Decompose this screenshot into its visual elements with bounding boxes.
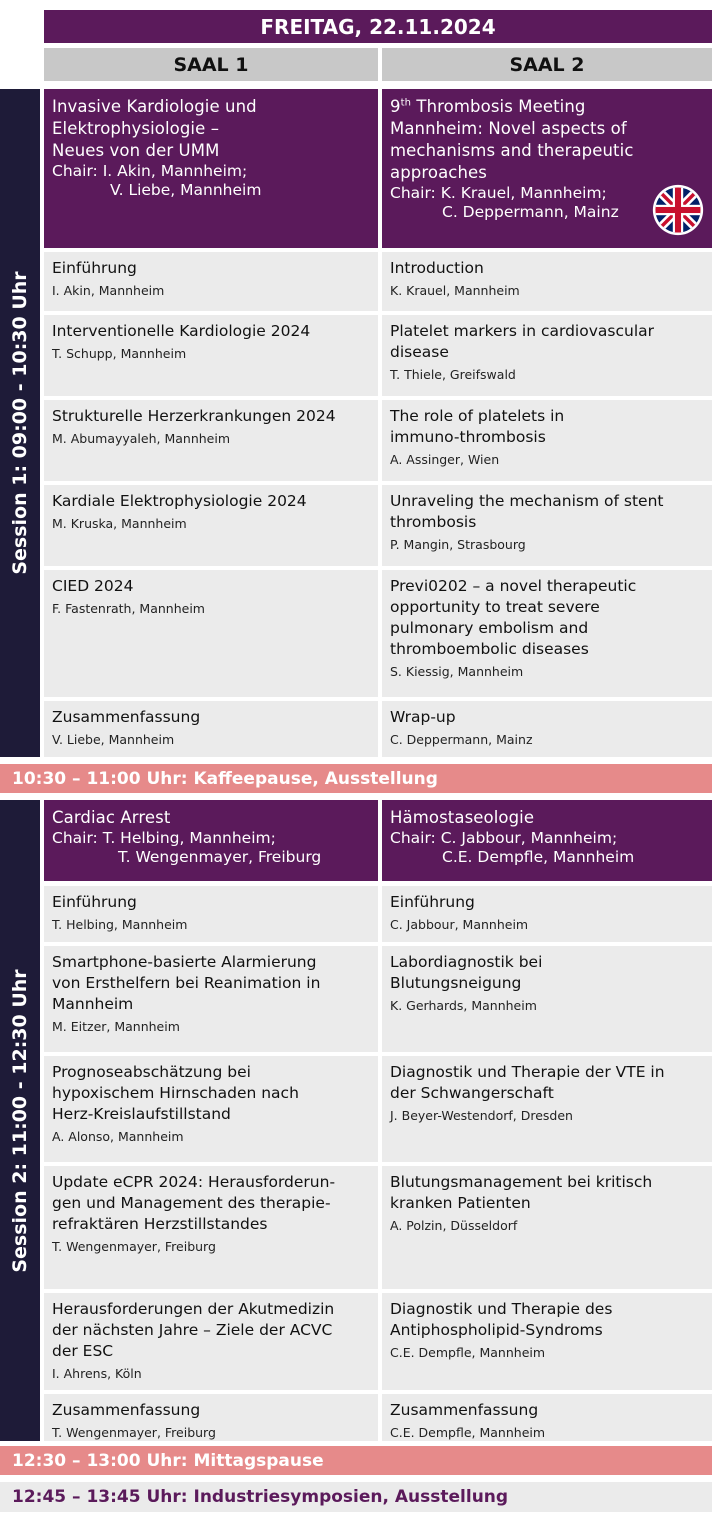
chair-line: T. Wengenmayer, Freiburg [118, 848, 322, 866]
talk-title [52, 406, 370, 427]
talk-title [52, 258, 370, 279]
talk-cell-saal-2 [382, 315, 712, 396]
title-line: Neues von der UMM [52, 141, 220, 160]
talk-title-line: Diagnostik und Therapie der VTE in [390, 1063, 665, 1081]
talk-cell-saal-2 [382, 946, 712, 1052]
talk-title [390, 491, 704, 533]
talk-title [390, 321, 704, 363]
talk-title-line: Kardiale Elektrophysiologie 2024 [52, 492, 307, 510]
speaker: M. Kruska, Mannheim [52, 516, 187, 531]
talk-title-line: Strukturelle Herzerkrankungen 2024 [52, 407, 336, 425]
talk-title-line: Zusammenfassung [52, 1401, 201, 1419]
talk-title-line: Platelet markers in cardiovascular [390, 322, 654, 340]
speaker: C. Deppermann, Mainz [390, 732, 533, 747]
session-2-saal-2-header [382, 800, 712, 881]
industry-symposia-bar: 12:45 – 13:45 Uhr: Industriesymposien, Ausstellung [0, 1482, 712, 1512]
talk-title [390, 576, 704, 660]
coffee-break-bar: 10:30 – 11:00 Uhr: Kaffeepause, Ausstellung [0, 764, 712, 793]
speaker: A. Assinger, Wien [390, 452, 500, 467]
speaker: M. Eitzer, Mannheim [52, 1019, 180, 1034]
speaker: I. Akin, Mannheim [52, 283, 165, 298]
talk-cell-saal-2 [382, 1056, 712, 1162]
talk-title-line: hypoxischem Hirnschaden nach [52, 1084, 299, 1102]
talk-title [390, 707, 704, 728]
talk-title-line: von Ersthelfern bei Reanimation in [52, 974, 321, 992]
talk-title [52, 1062, 370, 1125]
session-1-saal-2-header [382, 89, 712, 248]
speaker: S. Kiessig, Mannheim [390, 664, 524, 679]
title-line [390, 96, 704, 118]
talk-cell-saal-1 [44, 570, 378, 697]
talk-title-line: Prognoseabschätzung bei [52, 1063, 251, 1081]
talk-title-line: Zusammenfassung [390, 1401, 539, 1419]
speaker: A. Alonso, Mannheim [52, 1129, 184, 1144]
talk-title-line: Blutungsneigung [390, 974, 522, 992]
talk-title [52, 707, 370, 728]
speaker: C.E. Dempfle, Mannheim [390, 1345, 546, 1360]
talk-cell-saal-2 [382, 400, 712, 481]
talk-title-line: Previ0202 – a novel therapeutic [390, 577, 637, 595]
talk-title-line: opportunity to treat severe [390, 598, 600, 616]
talk-title-line: thromboembolic diseases [390, 640, 589, 658]
talk-cell-saal-1 [44, 946, 378, 1052]
talk-title-line: Diagnostik und Therapie des [390, 1300, 613, 1318]
talk-cell-saal-2 [382, 570, 712, 697]
room-2-header: SAAL 2 [382, 48, 712, 81]
talk-cell-saal-1 [44, 400, 378, 481]
talk-cell-saal-2 [382, 1394, 712, 1441]
session-title [52, 96, 370, 162]
chair-line: Chair: I. Akin, Mannheim; [52, 162, 248, 180]
talk-title-line: kranken Patienten [390, 1194, 531, 1212]
talk-cell-saal-1 [44, 1394, 378, 1441]
speaker: J. Beyer-Westendorf, Dresden [390, 1108, 573, 1123]
talk-title-line: Herz-Kreislaufstillstand [52, 1105, 231, 1123]
title-line: Invasive Kardiologie und [52, 97, 257, 116]
talk-title-line: The role of platelets in [390, 407, 565, 425]
session-2-label-bar [0, 800, 40, 1441]
talk-title-line: gen und Management des therapie- [52, 1194, 331, 1212]
talk-title [52, 576, 370, 597]
talk-title [390, 406, 704, 448]
talk-title-line: Einführung [52, 259, 137, 277]
talk-cell-saal-2 [382, 1166, 712, 1289]
talk-title-line: Herausforderungen der Akutmedizin [52, 1300, 335, 1318]
uk-flag-icon [652, 184, 704, 236]
talk-cell-saal-1 [44, 315, 378, 396]
talk-title [390, 258, 704, 279]
talk-title-line: CIED 2024 [52, 577, 134, 595]
session-title: Cardiac Arrest [52, 808, 171, 827]
talk-title-line: der nächsten Jahre – Ziele der ACVC [52, 1321, 333, 1339]
session-2-label: Session 2: 11:00 - 12:30 Uhr [9, 968, 31, 1273]
title-line: mechanisms and therapeutic [390, 141, 634, 160]
talk-cell-saal-2 [382, 701, 712, 757]
talk-title-line: Mannheim [52, 995, 134, 1013]
title-superscript: th [400, 97, 412, 109]
talk-title-line: Blutungsmanagement bei kritisch [390, 1173, 653, 1191]
talk-title-line: Interventionelle Kardiologie 2024 [52, 322, 311, 340]
talk-cell-saal-2 [382, 886, 712, 942]
chair-line: V. Liebe, Mannheim [110, 181, 262, 199]
talk-title [390, 892, 704, 913]
speaker: C. Jabbour, Mannheim [390, 917, 529, 932]
talk-title [52, 321, 370, 342]
title-line: approaches [390, 163, 487, 182]
talk-title [390, 1172, 704, 1214]
speaker: F. Fastenrath, Mannheim [52, 601, 205, 616]
session-1-label: Session 1: 09:00 - 10:30 Uhr [9, 271, 31, 575]
speaker: T. Thiele, Greifswald [390, 367, 516, 382]
talk-cell-saal-1 [44, 485, 378, 566]
talk-title [52, 1172, 370, 1235]
talk-cell-saal-2 [382, 252, 712, 311]
talk-cell-saal-1 [44, 1166, 378, 1289]
speaker: A. Polzin, Düsseldorf [390, 1218, 518, 1233]
lunch-break-bar: 12:30 – 13:00 Uhr: Mittagspause [0, 1446, 712, 1475]
chair-line: C. Deppermann, Mainz [442, 203, 619, 221]
session-1-saal-1-header [44, 89, 378, 248]
talk-title-line: immuno-thrombosis [390, 428, 546, 446]
talk-title-line: Antiphospholipid-Syndroms [390, 1321, 603, 1339]
title-line: Elektrophysiologie – [52, 119, 220, 138]
talk-cell-saal-2 [382, 485, 712, 566]
talk-title [390, 1400, 704, 1421]
talk-title [390, 1062, 704, 1104]
talk-cell-saal-1 [44, 886, 378, 942]
speaker: T. Wengenmayer, Freiburg [52, 1425, 216, 1440]
speaker: K. Gerhards, Mannheim [390, 998, 537, 1013]
title-text: Thrombosis Meeting [411, 97, 586, 116]
talk-cell-saal-1 [44, 252, 378, 311]
talk-title-line: Labordiagnostik bei [390, 953, 543, 971]
talk-title [52, 491, 370, 512]
talk-title-line: disease [390, 343, 449, 361]
talk-title-line: Einführung [52, 893, 137, 911]
talk-title-line: der Schwangerschaft [390, 1084, 554, 1102]
chair-line: C.E. Dempfle, Mannheim [442, 848, 635, 866]
talk-title-line: Einführung [390, 893, 475, 911]
talk-title [52, 1299, 370, 1362]
chair-line: Chair: T. Helbing, Mannheim; [52, 829, 276, 847]
talk-title-line: Update eCPR 2024: Herausforderun- [52, 1173, 336, 1191]
speaker: T. Helbing, Mannheim [52, 917, 188, 932]
speaker: C.E. Dempfle, Mannheim [390, 1425, 546, 1440]
talk-title-line: Wrap-up [390, 708, 456, 726]
talk-title-line: Unraveling the mechanism of stent [390, 492, 664, 510]
room-1-header: SAAL 1 [44, 48, 378, 81]
session-title: Hämostaseologie [390, 808, 535, 827]
talk-cell-saal-1 [44, 701, 378, 757]
talk-title-line: Smartphone-basierte Alarmierung [52, 953, 317, 971]
speaker: P. Mangin, Strasbourg [390, 537, 526, 552]
speaker: T. Schupp, Mannheim [52, 346, 187, 361]
talk-title-line: Zusammenfassung [52, 708, 201, 726]
session-2-saal-1-header [44, 800, 378, 881]
chair-line: Chair: K. Krauel, Mannheim; [390, 184, 607, 202]
speaker: K. Krauel, Mannheim [390, 283, 520, 298]
speaker: V. Liebe, Mannheim [52, 732, 175, 747]
talk-title [390, 952, 704, 994]
talk-title [52, 952, 370, 1015]
talk-title-line: refraktären Herzstillstandes [52, 1215, 268, 1233]
chair-line: Chair: C. Jabbour, Mannheim; [390, 829, 618, 847]
title-number: 9 [390, 97, 401, 116]
talk-title-line: der ESC [52, 1342, 114, 1360]
session-1-label-bar [0, 89, 40, 757]
talk-title-line: Introduction [390, 259, 484, 277]
talk-cell-saal-1 [44, 1056, 378, 1162]
talk-cell-saal-1 [44, 1293, 378, 1390]
talk-title-line: pulmonary embolism and [390, 619, 589, 637]
talk-title [390, 1299, 704, 1341]
day-header: FREITAG, 22.11.2024 [44, 10, 712, 43]
session-title [390, 96, 704, 184]
talk-cell-saal-2 [382, 1293, 712, 1390]
speaker: I. Ahrens, Köln [52, 1366, 142, 1381]
talk-title-line: thrombosis [390, 513, 477, 531]
speaker: M. Abumayyaleh, Mannheim [52, 431, 231, 446]
title-line: Mannheim: Novel aspects of [390, 119, 627, 138]
talk-title [52, 892, 370, 913]
talk-title [52, 1400, 370, 1421]
speaker: T. Wengenmayer, Freiburg [52, 1239, 216, 1254]
